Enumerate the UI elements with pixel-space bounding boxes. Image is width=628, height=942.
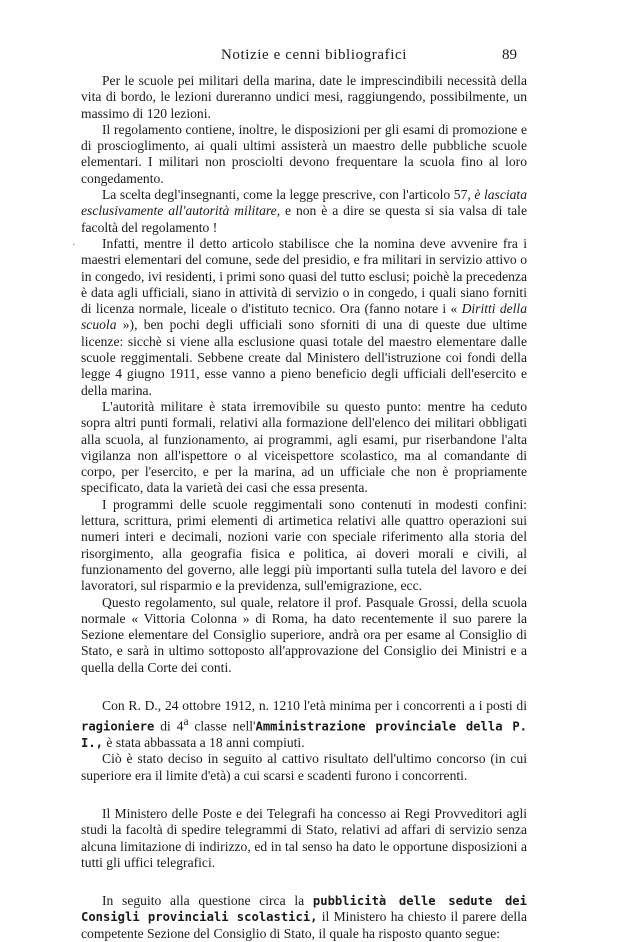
- text-run: classe nell': [188, 718, 256, 734]
- text-run: La scelta degl'insegnanti, come la legge prescrive, con l'articolo 57,: [102, 187, 475, 203]
- text-run: In seguito alla questione circa la: [102, 893, 313, 909]
- paragraph-programs: I programmi delle scuole reggimentali sono contenuti in modesti confini: lettura, scrittura, primi elementi di artimetica relativi alle quattro operazioni sui numeri interi e decimali, nozioni varie con speciale riferimento alla storia del risorgimento, alla geografia fisica e politica, ai doveri morali e civili, al funzionamento del governo, alle leggi più importanti sulla tutela del lavoro e dei lavoratori, sul risparmio e la previdenza, sull'emigrazione, ecc.: [81, 496, 527, 594]
- text-run: »), ben pochi degli ufficiali sono sforniti di una di queste due ultime licenze: sicchè si viene alla esclusione quasi totale del maestro elementare dalle scuole reggimentali. Sebbene create dal Ministero dell'istruzione coi fondi della legge 4 giugno 1911, esse vanno a pieno beneficio degli ufficiali dell'esercito e della marina.: [81, 317, 527, 398]
- text-run: di 4: [154, 718, 184, 734]
- text-run: Infatti, mentre il detto articolo stabilisce che la nomina deve avvenire fra i maestri elementari del comune, sede del presidio, e fra militari in servizio attivo o in congedo, ivi residenti, i primi sono quasi del tutto esclusi; poichè la precedenza è data agli ufficiali, siano in attività di servizio o in congedo, i quali siano forniti di licenza normale, liceale o d'istituto tecnico. Ora (fanno notare i «: [81, 235, 527, 317]
- paragraph-teacher-choice: [81, 187, 527, 236]
- page-number: 89: [502, 47, 517, 63]
- bold-term: pubblicità delle sedute dei Consigli provinciali scolastici,: [81, 894, 527, 925]
- paragraph-article-appointment: [81, 236, 527, 399]
- margin-mark: ·: [72, 239, 76, 251]
- section-gap: [81, 871, 527, 893]
- paragraph-council-sessions: [81, 893, 527, 942]
- paragraph-exams: Il regolamento contiene, inoltre, le disposizioni per gli esami di promozione e di proscioglimento, ai quali ultimi assisterà un maestro delle pubbliche scuole elementari. I militari non prosciolti devono frequentare la scuola fino al loro congedamento.: [81, 121, 527, 186]
- italic-quote: è lasciata esclusivamente all'autorità militare: [81, 187, 528, 219]
- bold-term: Amministrazione provinciale della P. I.,: [81, 719, 527, 751]
- italic-journal-title: Diritti della scuola: [81, 301, 528, 333]
- section-gap: [81, 676, 527, 698]
- paragraph-military-authority: L'autorità militare è stata irremovibile su questo punto: mentre ha ceduto sopra altri punti formali, relativi alla formazione dell'elenco dei militari obbligati alla scuola, al funzionamento, ai programmi, agli esami, pur riserbandone l'alta vigilanza non all'ispettore o al viceispettore scolastico, ma al comandante di corpo, per l'esercito, e per la marina, ad un ufficiale che non è propriamente specificato, data la varietà dei casi che essa presenta.: [81, 398, 527, 496]
- text-run: , e non è a dire se questa si sia valsa di tale facoltà del regolamento !: [81, 203, 527, 235]
- text-run: Con R. D., 24 ottobre 1912, n. 1210 l'età minima per i concorrenti a i posti di: [102, 697, 527, 713]
- paragraph-royal-decree: [81, 698, 527, 751]
- text-run: il Ministero ha chiesto il parere della competente Sezione del Consiglio di Stato, il quale ha risposto quanto segue:: [81, 909, 527, 941]
- superscript: a: [183, 716, 189, 729]
- paragraph-telegraphs: Il Ministero delle Poste e dei Telegrafi ha concesso ai Regi Provveditori agli studi la facoltà di spedire telegrammi di Stato, relativi ad affari di servizio senza alcuna limitazione di indirizzo, ed in tal senso ha dato le opportune disposizioni a tutti gli uffici telegrafici.: [81, 806, 527, 870]
- paragraph-marina-lessons: Per le scuole pei militari della marina, date le imprescindibili necessità della vita di bordo, le lezioni dureranno undici mesi, raggiungendo, possibilmente, un massimo di 120 lezioni.: [81, 73, 527, 121]
- text-run: è stata abbassata a 18 anni compiuti.: [103, 735, 305, 751]
- section-gap: [81, 784, 527, 806]
- bold-term: ragioniere: [81, 719, 155, 734]
- running-header-title: Notizie e cenni bibliografici: [220, 47, 408, 63]
- paragraph-competition-result: Ciò è stato deciso in seguito al cattivo risultato dell'ultimo concorso (in cui superiore era il limite d'età) a cui scarsi e scadenti furono i concorrenti.: [81, 751, 527, 783]
- body-text: [81, 73, 527, 942]
- paragraph-regulation-review: Questo regolamento, sul quale, relatore il prof. Pasquale Grossi, della scuola normale « Vittoria Colonna » di Roma, ha dato recentemente il suo parere la Sezione elementare del Consiglio superiore, andrà ora per esame al Consiglio di Stato, e sarà in ultimo sottoposto all'approvazione del Consiglio dei Ministri e a quella della Corte dei conti.: [81, 594, 527, 675]
